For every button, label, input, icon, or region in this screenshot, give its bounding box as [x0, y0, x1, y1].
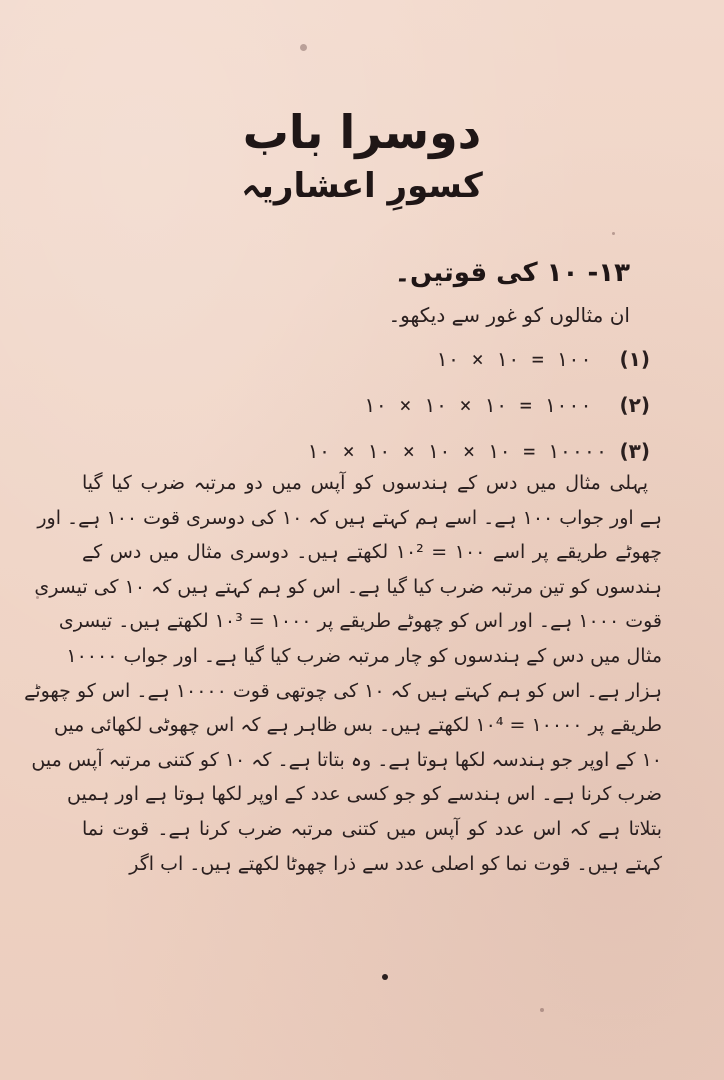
body-paragraph [24, 466, 663, 881]
page-dot [382, 974, 388, 980]
examples-list [306, 336, 650, 474]
paragraph-line: کہتے ہیں۔ قوت نما کو اصلی عدد سے ذرا چھوٹا لکھتے ہیں۔ اب اگر [129, 852, 662, 875]
chapter-title: دوسرا باب [242, 105, 482, 159]
example-number: (۳) [619, 439, 650, 463]
paper-speck [300, 44, 307, 51]
example-expression: ۱۰ × ۱۰ = ۱۰۰ [435, 347, 592, 371]
paragraph-line: ہے اور جواب ۱۰۰ ہے۔ اسے ہم کہتے ہیں کہ ۱۰ کی دوسری قوت ۱۰۰ ہے۔ اور [37, 506, 662, 529]
chapter-subtitle: کسورِ اعشاریہ [241, 166, 483, 206]
paragraph-line: مثال میں دس کے ہندسوں کو چار مرتبہ ضرب کیا گیا ہے۔ اور جواب ۱۰۰۰۰ [66, 644, 662, 667]
example-expression: ۱۰ × ۱۰ × ۱۰ = ۱۰۰۰ [363, 393, 592, 417]
section-intro: ان مثالوں کو غور سے دیکھو۔ [388, 303, 630, 327]
paragraph-line: پہلی مثال میں دس کے ہندسوں کو آپس میں دو مرتبہ ضرب کیا گیا [82, 472, 648, 494]
example-number: (۲) [619, 393, 650, 417]
paragraph-line: ۱۰ کے اوپر جو ہندسہ لکھا ہوتا ہے۔ وہ بتاتا ہے۔ کہ ۱۰ کو کتنی مرتبہ آپس میں [31, 748, 662, 771]
paper-speck [540, 1008, 544, 1012]
paper-speck [612, 232, 615, 235]
example-row [350, 336, 650, 382]
section-heading: ۱۳- ۱۰ کی قوتیں۔ [394, 258, 630, 288]
example-number: (۱) [619, 347, 650, 371]
paragraph-line: ہندسوں کو تین مرتبہ ضرب کیا گیا ہے۔ اس کو ہم کہتے ہیں کہ ۱۰ کی تیسری [34, 575, 662, 598]
paragraph-line: قوت ۱۰۰۰ ہے۔ اور اس کو چھوٹے طریقے پر ۱۰۰۰ = ۱۰³ لکھتے ہیں۔ تیسری [58, 610, 662, 633]
paragraph-line: ضرب کرنا ہے۔ اس ہندسے کو جو کسی عدد کے اوپر لکھا ہوتا ہے اور ہمیں [67, 783, 662, 806]
paragraph-line: بتلاتا ہے کہ اس عدد کو آپس میں کتنی مرتبہ ضرب کرنا ہے۔ قوت نما [82, 817, 662, 840]
paragraph-line: ہزار ہے۔ اس کو ہم کہتے ہیں کہ ۱۰ کی چوتھی قوت ۱۰۰۰۰ ہے۔ اس کو چھوٹے [24, 679, 662, 702]
paragraph-line: چھوٹے طریقے پر اسے ۱۰۰ = ۱۰² لکھتے ہیں۔ دوسری مثال میں دس کے [82, 541, 663, 564]
example-expression: ۱۰ × ۱۰ × ۱۰ × ۱۰ = ۱۰۰۰۰ [306, 439, 608, 463]
example-row [350, 382, 650, 428]
paragraph-line: طریقے پر ۱۰۰۰۰ = ۱۰⁴ لکھتے ہیں۔ بس ظاہر ہے کہ اس چھوٹی لکھائی میں [53, 714, 662, 737]
